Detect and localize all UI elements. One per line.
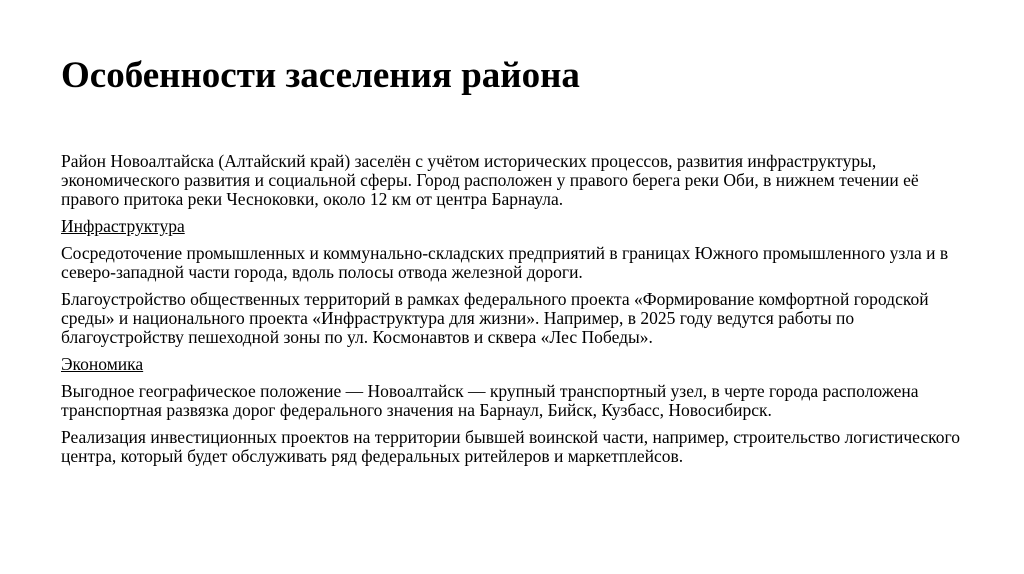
infrastructure-paragraph-2: Благоустройство общественных территорий в рамках федерального проекта «Формирование комфортной городской среды» и национального проекта «Инфраструктура для жизни». Например, в 2025 году ведутся работы по благоустройству пешеходной зоны по ул. Космонавтов и сквера «Лес Победы». — [61, 289, 929, 347]
section-heading-economy: Экономика — [61, 354, 144, 374]
slide-title: Особенности заселения района — [61, 55, 580, 96]
economy-paragraph-2: Реализация инвестиционных проектов на территории бывшей воинской части, например, строительство логистического центра, который будет обслуживать ряд федеральных ритейлеров и маркетплейсов. — [61, 427, 961, 466]
intro-paragraph: Район Новоалтайска (Алтайский край) заселён с учётом исторических процессов, развития инфраструктуры, экономического развития и социальной сферы. Город расположен у правого берега реки Оби, в нижнем течении её правого притока реки Чесноковки, около 12 км от центра Барнаула. — [61, 151, 919, 209]
section-heading-infrastructure: Инфраструктура — [61, 216, 185, 236]
slide-content — [61, 152, 961, 474]
economy-paragraph-1: Выгодное географическое положение — Новоалтайск — крупный транспортный узел, в черте города расположена транспортная развязка дорог федерального значения на Барнаул, Бийск, Кузбасс, Новосибирск. — [61, 381, 919, 420]
infrastructure-paragraph-1: Сосредоточение промышленных и коммунально-складских предприятий в границах Южного промышленного узла и в северо-западной части города, вдоль полосы отвода железной дороги. — [61, 243, 949, 282]
